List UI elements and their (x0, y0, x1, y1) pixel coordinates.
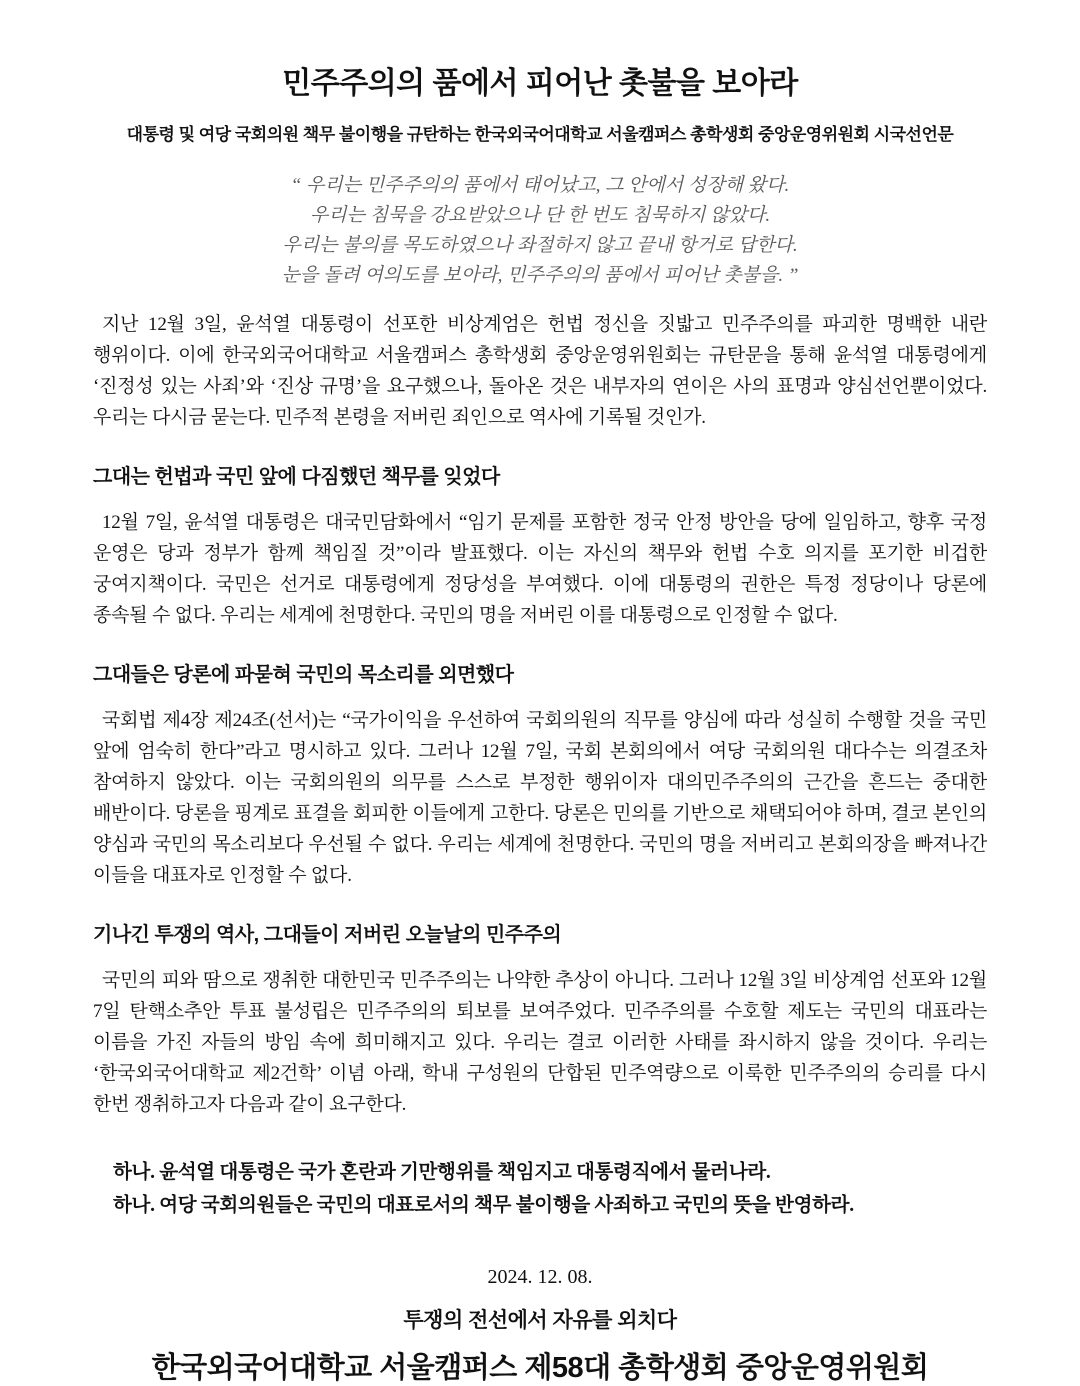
document-signature: 한국외국어대학교 서울캠퍼스 제58대 총학생회 중앙운영위원회 (151, 1352, 929, 1384)
document-slogan: 투쟁의 전선에서 자유를 외치다 (403, 1309, 677, 1332)
section-heading-1: 그대는 헌법과 국민 앞에 다짐했던 책무를 잊었다 (93, 466, 500, 488)
section-heading-3: 기나긴 투쟁의 역사, 그대들이 저버린 오늘날의 민주주의 (93, 924, 562, 946)
document-title: 민주주의의 품에서 피어난 촛불을 보아라 (282, 67, 798, 100)
epigraph-quote (93, 171, 987, 291)
epigraph-line-3: 우리는 불의를 목도하였으나 좌절하지 않고 끝내 항거로 답한다. (282, 235, 798, 256)
section-body-1: 12월 7일, 윤석열 대통령은 대국민담화에서 “임기 문제를 포함한 정국 안정 방안을 당에 일임하고, 향후 국정 운영은 당과 정부가 함께 책임질 것”이라 발표했다. 이는 자신의 책무와 헌법 수호 의지를 포기한 비겁한 궁여지책이다. 국민은 선거로 대통령에게 정당성을 부여했다. 이에 대통령의 권한은 특정 정당이나 당론에 종속될 수 없다. 우리는 세계에 천명한다. 국민의 명을 저버린 이를 대통령으로 인정할 수 없다. (93, 512, 987, 626)
section-body-2: 국회법 제4장 제24조(선서)는 “국가이익을 우선하여 국회의원의 직무를 양심에 따라 성실히 수행할 것을 국민 앞에 엄숙히 한다”라고 명시하고 있다. 그러나 12월 7일, 국회 본회의에서 여당 국회의원 대다수는 의결조차 참여하지 않았다. 이는 국회의원의 의무를 스스로 부정한 행위이자 대의민주주의의 근간을 흔드는 중대한 배반이다. 당론을 핑계로 표결을 회피한 이들에게 고한다. 당론은 민의를 기반으로 채택되어야 하며, 결코 본인의 양심과 국민의 목소리보다 우선될 수 없다. 우리는 세계에 천명한다. 국민의 명을 저버리고 본회의장을 빠져나간 이들을 대표자로 인정할 수 없다. (93, 710, 987, 886)
intro-paragraph: 지난 12월 3일, 윤석열 대통령이 선포한 비상계엄은 헌법 정신을 짓밟고 민주주의를 파괴한 명백한 내란 행위이다. 이에 한국외국어대학교 서울캠퍼스 총학생회 중앙운영위원회는 규탄문을 통해 윤석열 대통령에게 ‘진정성 있는 사죄’와 ‘진상 규명’을 요구했으나, 돌아온 것은 내부자의 연이은 사의 표명과 양심선언뿐이었다. 우리는 다시금 묻는다. 민주적 본령을 저버린 죄인으로 역사에 기록될 것인가. (93, 314, 987, 428)
epigraph-line-2: 우리는 침묵을 강요받았으나 단 한 번도 침묵하지 않았다. (309, 205, 771, 226)
demand-item-2: 하나. 여당 국회의원들은 국민의 대표로서의 책무 불이행을 사죄하고 국민의 뜻을 반영하라. (113, 1195, 854, 1216)
section-heading-2: 그대들은 당론에 파묻혀 국민의 목소리를 외면했다 (93, 664, 514, 686)
demands-list (93, 1156, 987, 1222)
document-date: 2024. 12. 08. (487, 1266, 593, 1288)
document-subtitle: 대통령 및 여당 국회의원 책무 불이행을 규탄하는 한국외국어대학교 서울캠퍼스 총학생회 중앙운영위원회 시국선언문 (126, 125, 954, 144)
epigraph-line-1: “ 우리는 민주주의의 품에서 태어났고, 그 안에서 성장해 왔다. (290, 175, 790, 196)
epigraph-line-4: 눈을 돌려 여의도를 보아라, 민주주의의 품에서 피어난 촛불을. ” (281, 265, 799, 286)
section-body-3: 국민의 피와 땀으로 쟁취한 대한민국 민주주의는 나약한 추상이 아니다. 그러나 12월 3일 비상계엄 선포와 12월 7일 탄핵소추안 투표 불성립은 민주주의의 퇴보를 보여주었다. 민주주의를 수호할 제도는 국민의 대표라는 이름을 가진 자들의 방임 속에 희미해지고 있다. 우리는 결코 이러한 사태를 좌시하지 않을 것이다. 우리는 ‘한국외국어대학교 제2건학’ 이념 아래, 학내 구성원의 단합된 민주역량으로 이룩한 민주주의의 승리를 다시 한번 쟁취하고자 다음과 같이 요구한다. (93, 970, 987, 1115)
document-footer (93, 1266, 987, 1386)
demand-item-1: 하나. 윤석열 대통령은 국가 혼란과 기만행위를 책임지고 대통령직에서 물러나라. (113, 1162, 771, 1183)
